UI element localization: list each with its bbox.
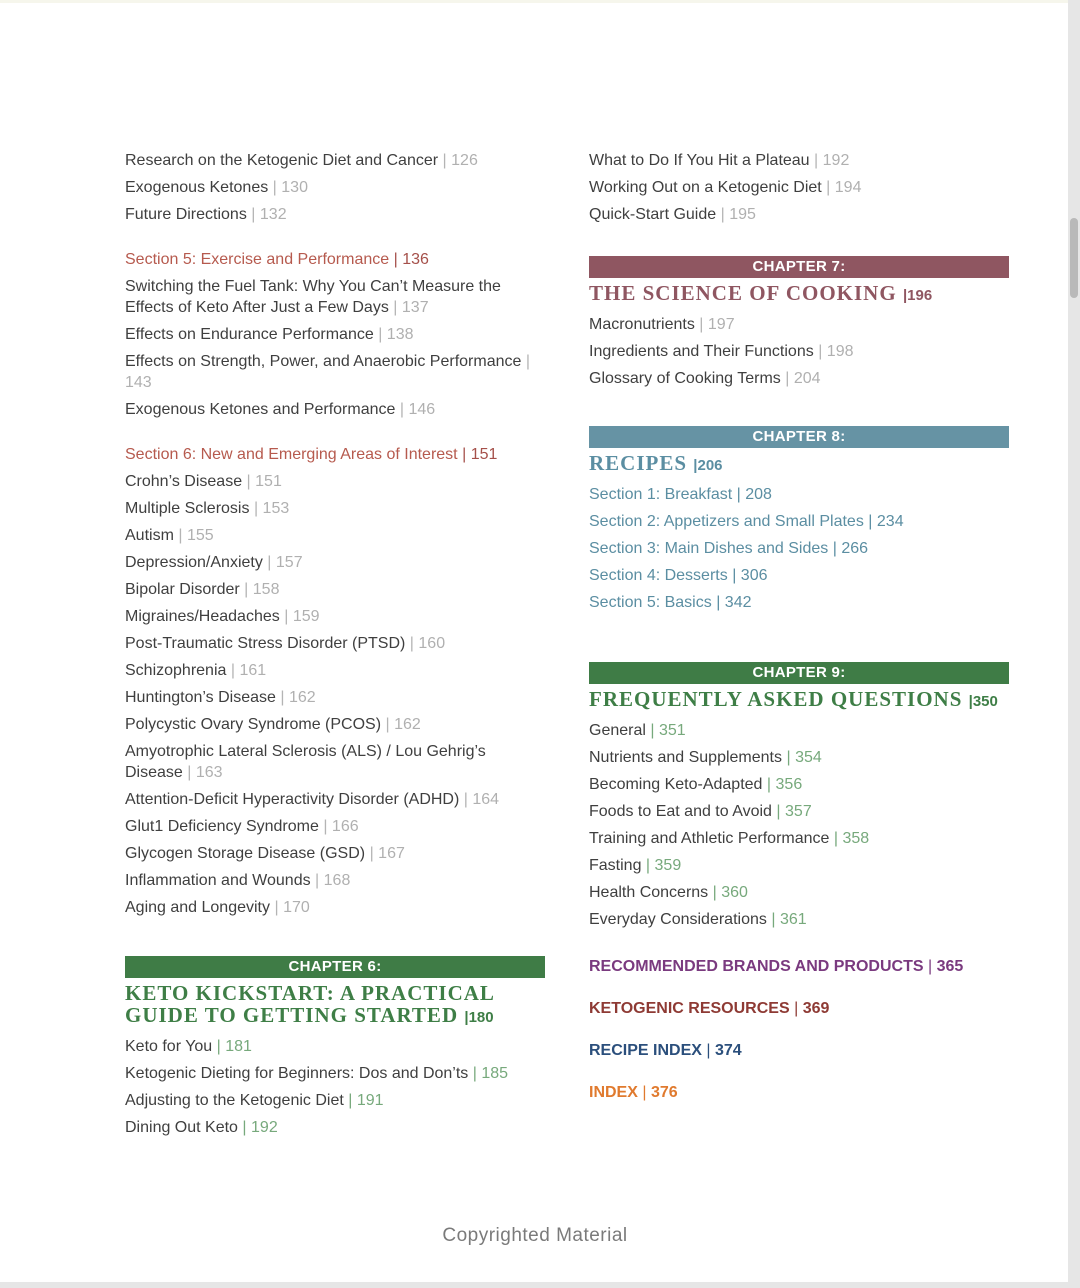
toc-back-matter (589, 956, 1009, 1103)
toc-entry[interactable]: Keto for You | 181 (125, 1038, 252, 1055)
toc-entry[interactable]: Glossary of Cooking Terms | 204 (589, 370, 821, 387)
toc-group-plateau (589, 150, 1009, 225)
page-bottom-strip (0, 1282, 1080, 1288)
chapter-6-label: CHAPTER 6: (125, 956, 545, 978)
toc-entry[interactable]: Depression/Anxiety | 157 (125, 554, 303, 571)
backmatter-index-link[interactable]: INDEX | 376 (589, 1084, 678, 1101)
toc-entry[interactable]: Schizophrenia | 161 (125, 662, 267, 679)
toc-group-research (125, 150, 545, 225)
toc-entry[interactable]: Amyotrophic Lateral Sclerosis (ALS) / Lou Gehrig’s Disease | 163 (125, 743, 486, 781)
toc-entry[interactable]: Foods to Eat and to Avoid | 357 (589, 803, 812, 820)
toc-entry[interactable]: Migraines/Headaches | 159 (125, 608, 320, 625)
toc-entry[interactable]: Bipolar Disorder | 158 (125, 581, 280, 598)
toc-entry[interactable]: Effects on Endurance Performance | 138 (125, 326, 414, 343)
toc-section-5 (125, 249, 545, 420)
toc-entry[interactable]: Quick-Start Guide | 195 (589, 206, 756, 223)
section-heading[interactable]: Section 6: New and Emerging Areas of Interest | 151 (125, 446, 498, 463)
chapter-6-title[interactable]: KETO KICKSTART: A PRACTICAL GUIDE TO GETTING STARTED |180 (125, 981, 494, 1027)
toc-chapter-9 (589, 662, 1009, 930)
toc-entry[interactable]: Exogenous Ketones | 130 (125, 179, 308, 196)
toc-entry[interactable]: Dining Out Keto | 192 (125, 1119, 278, 1136)
toc-entry[interactable]: Research on the Ketogenic Diet and Cancer | 126 (125, 152, 478, 169)
scrollbar-thumb[interactable] (1070, 218, 1078, 298)
toc-entry[interactable]: Crohn’s Disease | 151 (125, 473, 282, 490)
backmatter-recipe-index-link[interactable]: RECIPE INDEX | 374 (589, 1042, 742, 1059)
chapter-9-label: CHAPTER 9: (589, 662, 1009, 684)
toc-entry[interactable]: Health Concerns | 360 (589, 884, 748, 901)
toc-entry[interactable]: Multiple Sclerosis | 153 (125, 500, 290, 517)
toc-chapter-6 (125, 956, 545, 1138)
chapter-8-title[interactable]: RECIPES |206 (589, 451, 723, 475)
scrollbar-track[interactable] (1068, 0, 1080, 1288)
toc-right-column (589, 150, 1009, 1124)
toc-entry[interactable]: Glycogen Storage Disease (GSD) | 167 (125, 845, 405, 862)
toc-entry[interactable]: Exogenous Ketones and Performance | 146 (125, 401, 436, 418)
toc-entry[interactable]: Ingredients and Their Functions | 198 (589, 343, 854, 360)
toc-entry[interactable]: What to Do If You Hit a Plateau | 192 (589, 152, 850, 169)
toc-entry[interactable]: Nutrients and Supplements | 354 (589, 749, 822, 766)
toc-entry[interactable]: Switching the Fuel Tank: Why You Can’t Measure the Effects of Keto After Just a Few Days | 137 (125, 278, 501, 316)
toc-entry[interactable]: Autism | 155 (125, 527, 214, 544)
toc-entry[interactable]: Section 4: Desserts | 306 (589, 567, 768, 584)
copyright-notice: Copyrighted Material (442, 1225, 628, 1246)
toc-entry[interactable]: Working Out on a Ketogenic Diet | 194 (589, 179, 862, 196)
toc-entry[interactable]: Attention-Deficit Hyperactivity Disorder (ADHD) | 164 (125, 791, 500, 808)
toc-entry[interactable]: Effects on Strength, Power, and Anaerobic Performance | 143 (125, 353, 530, 391)
backmatter-brands-link[interactable]: RECOMMENDED BRANDS AND PRODUCTS | 365 (589, 958, 964, 975)
toc-entry[interactable]: Inflammation and Wounds | 168 (125, 872, 351, 889)
toc-entry[interactable]: Glut1 Deficiency Syndrome | 166 (125, 818, 359, 835)
toc-entry[interactable]: Future Directions | 132 (125, 206, 287, 223)
chapter-8-label: CHAPTER 8: (589, 426, 1009, 448)
toc-entry[interactable]: Polycystic Ovary Syndrome (PCOS) | 162 (125, 716, 421, 733)
toc-entry[interactable]: Becoming Keto-Adapted | 356 (589, 776, 803, 793)
toc-section-6 (125, 444, 545, 918)
backmatter-resources-link[interactable]: KETOGENIC RESOURCES | 369 (589, 1000, 830, 1017)
toc-entry[interactable]: Huntington’s Disease | 162 (125, 689, 316, 706)
toc-entry[interactable]: General | 351 (589, 722, 686, 739)
toc-entry[interactable]: Everyday Considerations | 361 (589, 911, 807, 928)
toc-chapter-8 (589, 426, 1009, 613)
toc-left-column (125, 150, 545, 1162)
page-top-strip (0, 0, 1080, 3)
chapter-7-title[interactable]: THE SCIENCE OF COOKING |196 (589, 281, 933, 305)
toc-entry[interactable]: Ketogenic Dieting for Beginners: Dos and Don’ts | 185 (125, 1065, 509, 1082)
toc-entry[interactable]: Section 1: Breakfast | 208 (589, 486, 772, 503)
section-heading[interactable]: Section 5: Exercise and Performance | 136 (125, 251, 429, 268)
chapter-7-label: CHAPTER 7: (589, 256, 1009, 278)
toc-entry[interactable]: Macronutrients | 197 (589, 316, 735, 333)
toc-entry[interactable]: Section 5: Basics | 342 (589, 594, 752, 611)
toc-entry[interactable]: Adjusting to the Ketogenic Diet | 191 (125, 1092, 384, 1109)
toc-entry[interactable]: Aging and Longevity | 170 (125, 899, 310, 916)
toc-entry[interactable]: Post-Traumatic Stress Disorder (PTSD) | 160 (125, 635, 446, 652)
toc-chapter-7 (589, 256, 1009, 389)
toc-entry[interactable]: Fasting | 359 (589, 857, 682, 874)
toc-entry[interactable]: Section 3: Main Dishes and Sides | 266 (589, 540, 869, 557)
chapter-9-title[interactable]: FREQUENTLY ASKED QUESTIONS |350 (589, 687, 998, 711)
toc-entry[interactable]: Section 2: Appetizers and Small Plates | 234 (589, 513, 904, 530)
toc-entry[interactable]: Training and Athletic Performance | 358 (589, 830, 870, 847)
